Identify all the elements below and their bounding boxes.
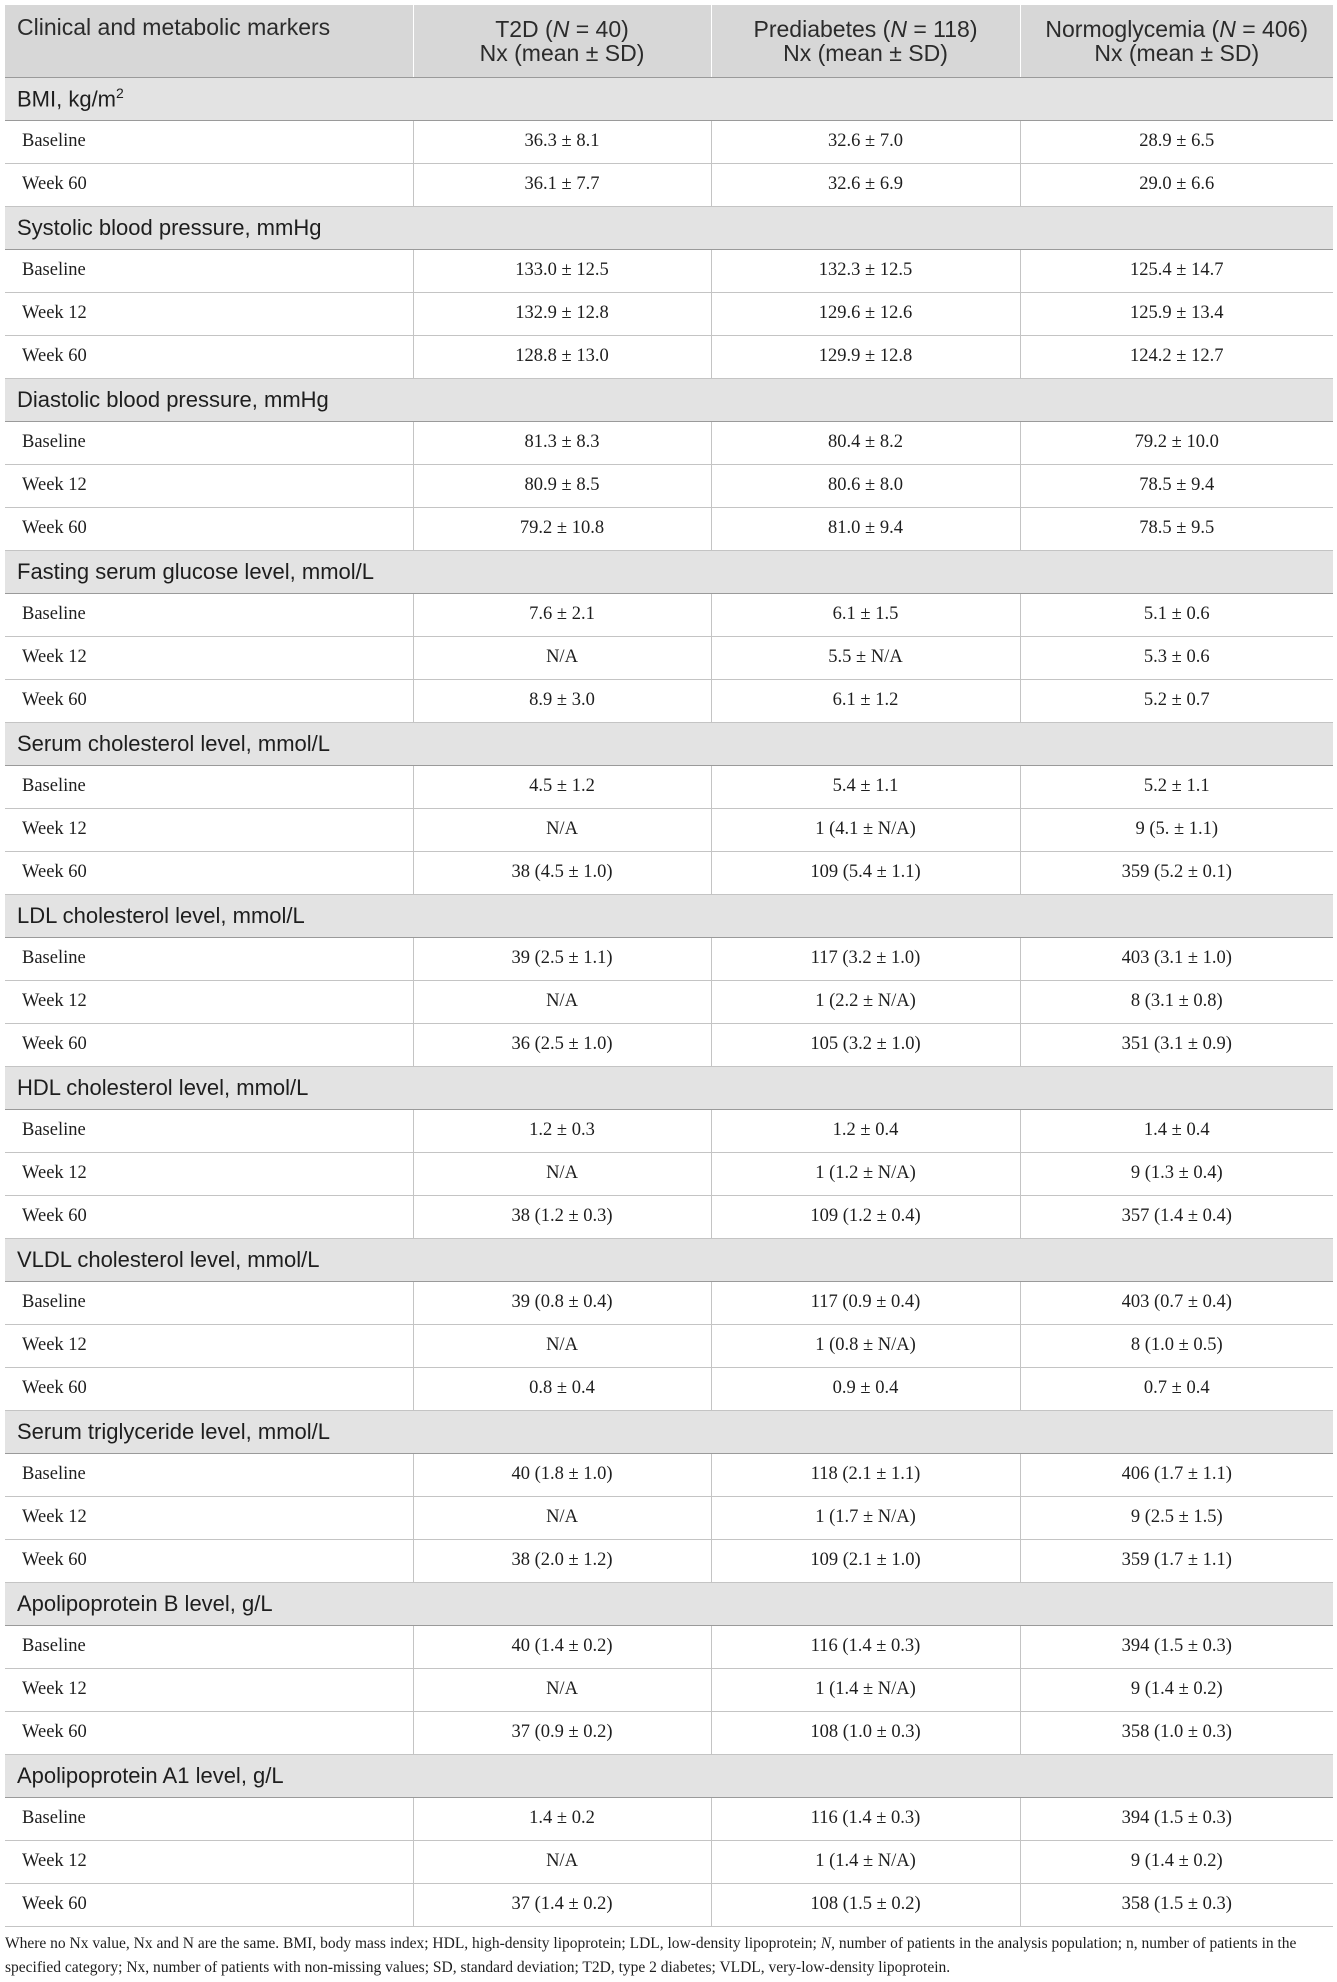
section-title-text: Serum triglyceride level, mmol/L [17, 1418, 330, 1444]
cell-prediabetes: 32.6 ± 7.0 [711, 120, 1020, 163]
section-title-text: Diastolic blood pressure, mmHg [17, 386, 329, 412]
table-row [5, 249, 1333, 292]
section-row [5, 1582, 1333, 1625]
cell-prediabetes: 105 (3.2 ± 1.0) [711, 1023, 1020, 1066]
section-title [5, 206, 1333, 249]
cell-normoglycemia: 358 (1.0 ± 0.3) [1020, 1711, 1333, 1754]
table-row [5, 636, 1333, 679]
section-title [5, 1238, 1333, 1281]
table-row [5, 120, 1333, 163]
section-title [5, 1066, 1333, 1109]
row-label: Week 60 [5, 1711, 413, 1754]
cell-t2d: 39 (0.8 ± 0.4) [413, 1281, 711, 1324]
cell-normoglycemia: 29.0 ± 6.6 [1020, 163, 1333, 206]
header-t2d-sub: Nx (mean ± SD) [479, 39, 645, 66]
cell-normoglycemia: 9 (1.4 ± 0.2) [1020, 1668, 1333, 1711]
footnote-segment: N [820, 1935, 832, 1952]
cell-prediabetes: 129.6 ± 12.6 [711, 292, 1020, 335]
section-title-text: Apolipoprotein A1 level, g/L [17, 1762, 284, 1788]
cell-prediabetes: 80.4 ± 8.2 [711, 421, 1020, 464]
cell-prediabetes: 109 (1.2 ± 0.4) [711, 1195, 1020, 1238]
row-label: Baseline [5, 1109, 413, 1152]
header-normoglycemia-line1: Normoglycemia (N = 406) [1045, 15, 1309, 42]
cell-normoglycemia: 394 (1.5 ± 0.3) [1020, 1797, 1333, 1840]
table-row [5, 507, 1333, 550]
row-label: Week 60 [5, 1883, 413, 1926]
table-row [5, 1840, 1333, 1883]
row-label: Week 60 [5, 851, 413, 894]
section-row [5, 1238, 1333, 1281]
cell-t2d: 1.4 ± 0.2 [413, 1797, 711, 1840]
cell-t2d: 0.8 ± 0.4 [413, 1367, 711, 1410]
cell-prediabetes: 1 (1.2 ± N/A) [711, 1152, 1020, 1195]
header-t2d-line1: T2D (N = 40) [495, 15, 629, 42]
cell-t2d: N/A [413, 1496, 711, 1539]
cell-normoglycemia: 8 (1.0 ± 0.5) [1020, 1324, 1333, 1367]
cell-normoglycemia: 5.1 ± 0.6 [1020, 593, 1333, 636]
row-label: Baseline [5, 249, 413, 292]
table-row [5, 851, 1333, 894]
markers-table [5, 5, 1333, 1927]
section-title [5, 1410, 1333, 1453]
cell-prediabetes: 129.9 ± 12.8 [711, 335, 1020, 378]
header-normoglycemia-sub: Nx (mean ± SD) [1094, 39, 1260, 66]
section-row [5, 378, 1333, 421]
row-label: Week 12 [5, 1152, 413, 1195]
row-label: Baseline [5, 1797, 413, 1840]
cell-prediabetes: 1.2 ± 0.4 [711, 1109, 1020, 1152]
cell-normoglycemia: 79.2 ± 10.0 [1020, 421, 1333, 464]
table-row [5, 1883, 1333, 1926]
row-label: Week 12 [5, 1668, 413, 1711]
cell-prediabetes: 32.6 ± 6.9 [711, 163, 1020, 206]
cell-t2d: N/A [413, 808, 711, 851]
table-row [5, 1668, 1333, 1711]
cell-normoglycemia: 359 (5.2 ± 0.1) [1020, 851, 1333, 894]
cell-prediabetes: 108 (1.0 ± 0.3) [711, 1711, 1020, 1754]
cell-t2d: 1.2 ± 0.3 [413, 1109, 711, 1152]
cell-t2d: 40 (1.4 ± 0.2) [413, 1625, 711, 1668]
cell-normoglycemia: 124.2 ± 12.7 [1020, 335, 1333, 378]
cell-prediabetes: 1 (1.4 ± N/A) [711, 1668, 1020, 1711]
cell-prediabetes: 132.3 ± 12.5 [711, 249, 1020, 292]
cell-prediabetes: 117 (0.9 ± 0.4) [711, 1281, 1020, 1324]
cell-prediabetes: 1 (0.8 ± N/A) [711, 1324, 1020, 1367]
cell-normoglycemia: 9 (1.3 ± 0.4) [1020, 1152, 1333, 1195]
section-title [5, 722, 1333, 765]
section-row [5, 722, 1333, 765]
row-label: Baseline [5, 765, 413, 808]
cell-prediabetes: 5.5 ± N/A [711, 636, 1020, 679]
cell-t2d: 38 (4.5 ± 1.0) [413, 851, 711, 894]
table-row [5, 679, 1333, 722]
section-row [5, 1754, 1333, 1797]
cell-t2d: 8.9 ± 3.0 [413, 679, 711, 722]
row-label: Week 60 [5, 163, 413, 206]
header-t2d [413, 5, 711, 77]
table-row [5, 1496, 1333, 1539]
cell-t2d: 132.9 ± 12.8 [413, 292, 711, 335]
table-row [5, 1324, 1333, 1367]
section-title-text: Fasting serum glucose level, mmol/L [17, 558, 375, 584]
section-title [5, 550, 1333, 593]
row-label: Week 12 [5, 1840, 413, 1883]
cell-t2d: 80.9 ± 8.5 [413, 464, 711, 507]
cell-t2d: N/A [413, 980, 711, 1023]
cell-t2d: 7.6 ± 2.1 [413, 593, 711, 636]
cell-prediabetes: 5.4 ± 1.1 [711, 765, 1020, 808]
row-label: Week 12 [5, 1496, 413, 1539]
row-label: Week 12 [5, 636, 413, 679]
table-row [5, 808, 1333, 851]
section-title [5, 378, 1333, 421]
row-label: Week 60 [5, 335, 413, 378]
table-row [5, 1711, 1333, 1754]
row-label: Week 12 [5, 292, 413, 335]
cell-normoglycemia: 394 (1.5 ± 0.3) [1020, 1625, 1333, 1668]
cell-t2d: 37 (0.9 ± 0.2) [413, 1711, 711, 1754]
cell-normoglycemia: 358 (1.5 ± 0.3) [1020, 1883, 1333, 1926]
table-header-row [5, 5, 1333, 77]
cell-t2d: 39 (2.5 ± 1.1) [413, 937, 711, 980]
cell-normoglycemia: 78.5 ± 9.4 [1020, 464, 1333, 507]
cell-t2d: 37 (1.4 ± 0.2) [413, 1883, 711, 1926]
cell-t2d: 36.1 ± 7.7 [413, 163, 711, 206]
footnote-segment: , number of patients in the analysis population; n, number of patients in the specified category; Nx, number of patients with non-missing values; SD, standard deviation; T2D, type 2 diabetes; VLDL, very-low-density lipoprotein. [5, 1935, 1297, 1976]
table-row [5, 1539, 1333, 1582]
cell-t2d: 36.3 ± 8.1 [413, 120, 711, 163]
cell-prediabetes: 1 (1.4 ± N/A) [711, 1840, 1020, 1883]
cell-prediabetes: 118 (2.1 ± 1.1) [711, 1453, 1020, 1496]
cell-t2d: 36 (2.5 ± 1.0) [413, 1023, 711, 1066]
header-prediabetes [711, 5, 1020, 77]
cell-t2d: N/A [413, 1152, 711, 1195]
table-row [5, 421, 1333, 464]
cell-normoglycemia: 406 (1.7 ± 1.1) [1020, 1453, 1333, 1496]
cell-normoglycemia: 28.9 ± 6.5 [1020, 120, 1333, 163]
row-label: Week 12 [5, 464, 413, 507]
cell-t2d: 38 (1.2 ± 0.3) [413, 1195, 711, 1238]
cell-t2d: 40 (1.8 ± 1.0) [413, 1453, 711, 1496]
row-label: Baseline [5, 1625, 413, 1668]
cell-normoglycemia: 0.7 ± 0.4 [1020, 1367, 1333, 1410]
table-row [5, 163, 1333, 206]
cell-normoglycemia: 9 (1.4 ± 0.2) [1020, 1840, 1333, 1883]
row-label: Week 60 [5, 1539, 413, 1582]
section-title-text: BMI, kg/m [17, 86, 117, 112]
table-row [5, 292, 1333, 335]
table-body [5, 77, 1333, 1926]
table-row [5, 1367, 1333, 1410]
cell-normoglycemia: 5.2 ± 0.7 [1020, 679, 1333, 722]
table-row [5, 765, 1333, 808]
cell-prediabetes: 6.1 ± 1.2 [711, 679, 1020, 722]
section-title-text: LDL cholesterol level, mmol/L [17, 902, 305, 928]
table-row [5, 335, 1333, 378]
cell-t2d: N/A [413, 1324, 711, 1367]
section-title-text: Serum cholesterol level, mmol/L [17, 730, 331, 756]
section-row [5, 894, 1333, 937]
cell-t2d: 79.2 ± 10.8 [413, 507, 711, 550]
row-label: Week 12 [5, 808, 413, 851]
row-label: Week 12 [5, 980, 413, 1023]
cell-normoglycemia: 125.9 ± 13.4 [1020, 292, 1333, 335]
cell-normoglycemia: 5.3 ± 0.6 [1020, 636, 1333, 679]
table-row [5, 464, 1333, 507]
cell-normoglycemia: 8 (3.1 ± 0.8) [1020, 980, 1333, 1023]
section-title-text: HDL cholesterol level, mmol/L [17, 1074, 309, 1100]
header-prediabetes-sub: Nx (mean ± SD) [783, 39, 948, 66]
cell-normoglycemia: 403 (3.1 ± 1.0) [1020, 937, 1333, 980]
section-title [5, 1754, 1333, 1797]
cell-t2d: 4.5 ± 1.2 [413, 765, 711, 808]
cell-prediabetes: 1 (2.2 ± N/A) [711, 980, 1020, 1023]
section-title [5, 1582, 1333, 1625]
table-row [5, 980, 1333, 1023]
row-label: Week 60 [5, 679, 413, 722]
cell-t2d: 38 (2.0 ± 1.2) [413, 1539, 711, 1582]
row-label: Week 60 [5, 1023, 413, 1066]
section-row [5, 1066, 1333, 1109]
header-markers [5, 5, 413, 77]
cell-prediabetes: 0.9 ± 0.4 [711, 1367, 1020, 1410]
section-title-text: VLDL cholesterol level, mmol/L [17, 1246, 320, 1272]
row-label: Baseline [5, 1453, 413, 1496]
header-markers-text: Clinical and metabolic markers [17, 14, 331, 40]
section-row [5, 550, 1333, 593]
cell-normoglycemia: 359 (1.7 ± 1.1) [1020, 1539, 1333, 1582]
cell-normoglycemia: 9 (2.5 ± 1.5) [1020, 1496, 1333, 1539]
cell-prediabetes: 117 (3.2 ± 1.0) [711, 937, 1020, 980]
section-title-text: Systolic blood pressure, mmHg [17, 214, 322, 240]
section-title [5, 894, 1333, 937]
section-title-superscript: 2 [116, 84, 124, 101]
cell-normoglycemia: 351 (3.1 ± 0.9) [1020, 1023, 1333, 1066]
row-label: Week 60 [5, 507, 413, 550]
table-row [5, 1281, 1333, 1324]
cell-prediabetes: 109 (2.1 ± 1.0) [711, 1539, 1020, 1582]
cell-t2d: N/A [413, 636, 711, 679]
cell-normoglycemia: 403 (0.7 ± 0.4) [1020, 1281, 1333, 1324]
cell-normoglycemia: 5.2 ± 1.1 [1020, 765, 1333, 808]
table-row [5, 593, 1333, 636]
section-row [5, 77, 1333, 120]
row-label: Week 12 [5, 1324, 413, 1367]
cell-prediabetes: 116 (1.4 ± 0.3) [711, 1797, 1020, 1840]
table-row [5, 1109, 1333, 1152]
cell-t2d: 81.3 ± 8.3 [413, 421, 711, 464]
cell-normoglycemia: 125.4 ± 14.7 [1020, 249, 1333, 292]
row-label: Baseline [5, 421, 413, 464]
cell-prediabetes: 6.1 ± 1.5 [711, 593, 1020, 636]
cell-prediabetes: 1 (4.1 ± N/A) [711, 808, 1020, 851]
row-label: Baseline [5, 120, 413, 163]
table-row [5, 1152, 1333, 1195]
table-footnote [5, 1932, 1333, 1980]
cell-prediabetes: 1 (1.7 ± N/A) [711, 1496, 1020, 1539]
header-normoglycemia [1020, 5, 1333, 77]
row-label: Baseline [5, 937, 413, 980]
row-label: Week 60 [5, 1367, 413, 1410]
table-row [5, 937, 1333, 980]
section-title-text: Apolipoprotein B level, g/L [17, 1590, 273, 1616]
cell-t2d: N/A [413, 1668, 711, 1711]
cell-t2d: N/A [413, 1840, 711, 1883]
footnote-segment: Where no Nx value, Nx and N are the same. BMI, body mass index; HDL, high-density lipoprotein; LDL, low-density lipoprotein; [5, 1935, 821, 1952]
table-row [5, 1453, 1333, 1496]
table-row [5, 1195, 1333, 1238]
cell-prediabetes: 116 (1.4 ± 0.3) [711, 1625, 1020, 1668]
section-title [5, 77, 1333, 120]
table-row [5, 1023, 1333, 1066]
cell-normoglycemia: 78.5 ± 9.5 [1020, 507, 1333, 550]
section-row [5, 1410, 1333, 1453]
row-label: Baseline [5, 1281, 413, 1324]
table-row [5, 1625, 1333, 1668]
cell-prediabetes: 109 (5.4 ± 1.1) [711, 851, 1020, 894]
cell-t2d: 133.0 ± 12.5 [413, 249, 711, 292]
cell-t2d: 128.8 ± 13.0 [413, 335, 711, 378]
header-prediabetes-line1: Prediabetes (N = 118) [753, 15, 978, 42]
cell-prediabetes: 80.6 ± 8.0 [711, 464, 1020, 507]
cell-normoglycemia: 1.4 ± 0.4 [1020, 1109, 1333, 1152]
table-row [5, 1797, 1333, 1840]
row-label: Week 60 [5, 1195, 413, 1238]
cell-prediabetes: 81.0 ± 9.4 [711, 507, 1020, 550]
cell-normoglycemia: 357 (1.4 ± 0.4) [1020, 1195, 1333, 1238]
section-row [5, 206, 1333, 249]
row-label: Baseline [5, 593, 413, 636]
cell-normoglycemia: 9 (5. ± 1.1) [1020, 808, 1333, 851]
cell-prediabetes: 108 (1.5 ± 0.2) [711, 1883, 1020, 1926]
